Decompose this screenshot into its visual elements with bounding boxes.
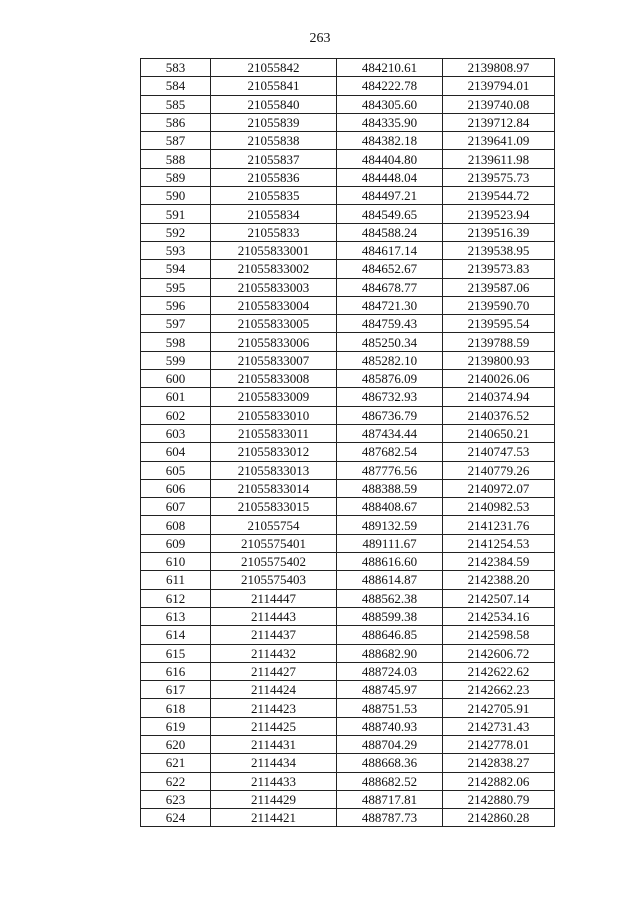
point-id-cell: 21055833001 [211, 241, 337, 259]
point-id-cell: 2114421 [211, 809, 337, 827]
point-number-cell: 602 [141, 406, 211, 424]
point-id-cell: 21055833005 [211, 315, 337, 333]
y-coordinate-cell: 2142731.43 [443, 717, 555, 735]
y-coordinate-cell: 2139611.98 [443, 150, 555, 168]
y-coordinate-cell: 2139538.95 [443, 241, 555, 259]
y-coordinate-cell: 2140972.07 [443, 479, 555, 497]
x-coordinate-cell: 488740.93 [337, 717, 443, 735]
y-coordinate-cell: 2142384.59 [443, 553, 555, 571]
table-row [141, 809, 555, 827]
point-number-cell: 590 [141, 187, 211, 205]
x-coordinate-cell: 485250.34 [337, 333, 443, 351]
x-coordinate-cell: 488724.03 [337, 662, 443, 680]
point-id-cell: 21055833011 [211, 424, 337, 442]
x-coordinate-cell: 488787.73 [337, 809, 443, 827]
y-coordinate-cell: 2141254.53 [443, 534, 555, 552]
y-coordinate-cell: 2139641.09 [443, 132, 555, 150]
x-coordinate-cell: 486736.79 [337, 406, 443, 424]
point-number-cell: 589 [141, 168, 211, 186]
table-row [141, 278, 555, 296]
y-coordinate-cell: 2142860.28 [443, 809, 555, 827]
point-id-cell: 21055841 [211, 77, 337, 95]
point-id-cell: 21055833014 [211, 479, 337, 497]
x-coordinate-cell: 484721.30 [337, 296, 443, 314]
point-id-cell: 21055833006 [211, 333, 337, 351]
x-coordinate-cell: 488614.87 [337, 571, 443, 589]
point-id-cell: 2114434 [211, 754, 337, 772]
point-id-cell: 21055835 [211, 187, 337, 205]
point-number-cell: 594 [141, 260, 211, 278]
x-coordinate-cell: 488408.67 [337, 498, 443, 516]
table-row [141, 223, 555, 241]
table-row [141, 589, 555, 607]
table-row [141, 534, 555, 552]
y-coordinate-cell: 2139740.08 [443, 95, 555, 113]
point-number-cell: 596 [141, 296, 211, 314]
y-coordinate-cell: 2142705.91 [443, 699, 555, 717]
x-coordinate-cell: 488745.97 [337, 681, 443, 699]
point-number-cell: 617 [141, 681, 211, 699]
y-coordinate-cell: 2139523.94 [443, 205, 555, 223]
table-row [141, 443, 555, 461]
table-row [141, 424, 555, 442]
point-id-cell: 21055833013 [211, 461, 337, 479]
y-coordinate-cell: 2139516.39 [443, 223, 555, 241]
point-id-cell: 21055833008 [211, 370, 337, 388]
table-row [141, 77, 555, 95]
y-coordinate-cell: 2140026.06 [443, 370, 555, 388]
table-row [141, 461, 555, 479]
point-number-cell: 620 [141, 735, 211, 753]
y-coordinate-cell: 2140779.26 [443, 461, 555, 479]
x-coordinate-cell: 484588.24 [337, 223, 443, 241]
point-number-cell: 612 [141, 589, 211, 607]
point-id-cell: 21055838 [211, 132, 337, 150]
point-id-cell: 2114425 [211, 717, 337, 735]
point-id-cell: 21055833012 [211, 443, 337, 461]
y-coordinate-cell: 2142622.62 [443, 662, 555, 680]
y-coordinate-cell: 2139788.59 [443, 333, 555, 351]
y-coordinate-cell: 2140650.21 [443, 424, 555, 442]
point-number-cell: 613 [141, 607, 211, 625]
table-row [141, 699, 555, 717]
table-row [141, 754, 555, 772]
table-row [141, 790, 555, 808]
point-id-cell: 2114433 [211, 772, 337, 790]
point-id-cell: 21055833010 [211, 406, 337, 424]
table-row [141, 132, 555, 150]
x-coordinate-cell: 488388.59 [337, 479, 443, 497]
point-number-cell: 610 [141, 553, 211, 571]
point-number-cell: 614 [141, 626, 211, 644]
point-number-cell: 583 [141, 59, 211, 77]
table-row [141, 626, 555, 644]
x-coordinate-cell: 489132.59 [337, 516, 443, 534]
table-row [141, 205, 555, 223]
table-row [141, 150, 555, 168]
point-number-cell: 624 [141, 809, 211, 827]
x-coordinate-cell: 484759.43 [337, 315, 443, 333]
x-coordinate-cell: 488668.36 [337, 754, 443, 772]
x-coordinate-cell: 488717.81 [337, 790, 443, 808]
y-coordinate-cell: 2141231.76 [443, 516, 555, 534]
point-id-cell: 21055834 [211, 205, 337, 223]
x-coordinate-cell: 488682.90 [337, 644, 443, 662]
point-number-cell: 611 [141, 571, 211, 589]
table-row [141, 406, 555, 424]
table-row [141, 735, 555, 753]
x-coordinate-cell: 488704.29 [337, 735, 443, 753]
x-coordinate-cell: 488616.60 [337, 553, 443, 571]
point-id-cell: 2114423 [211, 699, 337, 717]
point-id-cell: 2114437 [211, 626, 337, 644]
y-coordinate-cell: 2142606.72 [443, 644, 555, 662]
x-coordinate-cell: 484404.80 [337, 150, 443, 168]
y-coordinate-cell: 2140982.53 [443, 498, 555, 516]
table-row [141, 662, 555, 680]
point-number-cell: 619 [141, 717, 211, 735]
point-number-cell: 622 [141, 772, 211, 790]
point-id-cell: 21055833003 [211, 278, 337, 296]
y-coordinate-cell: 2142778.01 [443, 735, 555, 753]
y-coordinate-cell: 2139595.54 [443, 315, 555, 333]
y-coordinate-cell: 2142507.14 [443, 589, 555, 607]
point-number-cell: 597 [141, 315, 211, 333]
y-coordinate-cell: 2139587.06 [443, 278, 555, 296]
x-coordinate-cell: 484448.04 [337, 168, 443, 186]
y-coordinate-cell: 2139544.72 [443, 187, 555, 205]
point-id-cell: 2105575403 [211, 571, 337, 589]
x-coordinate-cell: 484382.18 [337, 132, 443, 150]
point-number-cell: 585 [141, 95, 211, 113]
x-coordinate-cell: 484497.21 [337, 187, 443, 205]
point-id-cell: 21055833007 [211, 351, 337, 369]
table-row [141, 681, 555, 699]
x-coordinate-cell: 487434.44 [337, 424, 443, 442]
x-coordinate-cell: 485282.10 [337, 351, 443, 369]
page-number: 263 [309, 31, 331, 46]
y-coordinate-cell: 2139712.84 [443, 113, 555, 131]
point-id-cell: 21055833015 [211, 498, 337, 516]
y-coordinate-cell: 2142880.79 [443, 790, 555, 808]
y-coordinate-cell: 2139575.73 [443, 168, 555, 186]
y-coordinate-cell: 2140376.52 [443, 406, 555, 424]
point-number-cell: 608 [141, 516, 211, 534]
point-number-cell: 595 [141, 278, 211, 296]
x-coordinate-cell: 484617.14 [337, 241, 443, 259]
table-row [141, 168, 555, 186]
point-number-cell: 605 [141, 461, 211, 479]
point-id-cell: 21055840 [211, 95, 337, 113]
table-row [141, 772, 555, 790]
point-number-cell: 588 [141, 150, 211, 168]
point-id-cell: 2114429 [211, 790, 337, 808]
x-coordinate-cell: 484678.77 [337, 278, 443, 296]
table-row [141, 498, 555, 516]
x-coordinate-cell: 489111.67 [337, 534, 443, 552]
table-row [141, 479, 555, 497]
table-row [141, 607, 555, 625]
x-coordinate-cell: 487682.54 [337, 443, 443, 461]
point-number-cell: 601 [141, 388, 211, 406]
point-number-cell: 591 [141, 205, 211, 223]
point-number-cell: 587 [141, 132, 211, 150]
y-coordinate-cell: 2139808.97 [443, 59, 555, 77]
table-row [141, 187, 555, 205]
x-coordinate-cell: 484335.90 [337, 113, 443, 131]
table-row [141, 59, 555, 77]
point-id-cell: 21055833 [211, 223, 337, 241]
x-coordinate-cell: 484652.67 [337, 260, 443, 278]
table-row [141, 95, 555, 113]
point-number-cell: 593 [141, 241, 211, 259]
point-number-cell: 598 [141, 333, 211, 351]
table-row [141, 260, 555, 278]
point-id-cell: 2114424 [211, 681, 337, 699]
x-coordinate-cell: 488646.85 [337, 626, 443, 644]
y-coordinate-cell: 2142598.58 [443, 626, 555, 644]
point-id-cell: 21055833004 [211, 296, 337, 314]
x-coordinate-cell: 488599.38 [337, 607, 443, 625]
y-coordinate-cell: 2139590.70 [443, 296, 555, 314]
x-coordinate-cell: 484210.61 [337, 59, 443, 77]
y-coordinate-cell: 2142662.23 [443, 681, 555, 699]
table-row [141, 644, 555, 662]
y-coordinate-cell: 2140747.53 [443, 443, 555, 461]
point-number-cell: 592 [141, 223, 211, 241]
y-coordinate-cell: 2139573.83 [443, 260, 555, 278]
y-coordinate-cell: 2142388.20 [443, 571, 555, 589]
point-number-cell: 607 [141, 498, 211, 516]
x-coordinate-cell: 484222.78 [337, 77, 443, 95]
y-coordinate-cell: 2142882.06 [443, 772, 555, 790]
point-number-cell: 623 [141, 790, 211, 808]
table-row [141, 351, 555, 369]
table-row [141, 113, 555, 131]
point-number-cell: 615 [141, 644, 211, 662]
point-number-cell: 606 [141, 479, 211, 497]
point-id-cell: 2105575401 [211, 534, 337, 552]
table-row [141, 315, 555, 333]
table-row [141, 333, 555, 351]
x-coordinate-cell: 485876.09 [337, 370, 443, 388]
point-id-cell: 21055836 [211, 168, 337, 186]
coordinates-table-body [141, 59, 555, 827]
table-row [141, 516, 555, 534]
x-coordinate-cell: 484549.65 [337, 205, 443, 223]
point-id-cell: 21055833009 [211, 388, 337, 406]
point-id-cell: 21055837 [211, 150, 337, 168]
x-coordinate-cell: 488562.38 [337, 589, 443, 607]
table-row [141, 717, 555, 735]
table-row [141, 388, 555, 406]
table-row [141, 370, 555, 388]
point-number-cell: 603 [141, 424, 211, 442]
table-row [141, 241, 555, 259]
point-number-cell: 616 [141, 662, 211, 680]
y-coordinate-cell: 2139794.01 [443, 77, 555, 95]
point-id-cell: 2114427 [211, 662, 337, 680]
point-id-cell: 21055833002 [211, 260, 337, 278]
point-id-cell: 2114443 [211, 607, 337, 625]
coordinates-table [140, 58, 555, 827]
point-id-cell: 21055842 [211, 59, 337, 77]
x-coordinate-cell: 486732.93 [337, 388, 443, 406]
point-number-cell: 621 [141, 754, 211, 772]
point-number-cell: 609 [141, 534, 211, 552]
point-id-cell: 21055839 [211, 113, 337, 131]
point-id-cell: 21055754 [211, 516, 337, 534]
point-id-cell: 2114432 [211, 644, 337, 662]
table-row [141, 553, 555, 571]
y-coordinate-cell: 2142838.27 [443, 754, 555, 772]
point-id-cell: 2114447 [211, 589, 337, 607]
y-coordinate-cell: 2140374.94 [443, 388, 555, 406]
point-id-cell: 2105575402 [211, 553, 337, 571]
table-row [141, 571, 555, 589]
point-number-cell: 604 [141, 443, 211, 461]
point-number-cell: 584 [141, 77, 211, 95]
y-coordinate-cell: 2139800.93 [443, 351, 555, 369]
x-coordinate-cell: 488682.52 [337, 772, 443, 790]
point-number-cell: 618 [141, 699, 211, 717]
point-number-cell: 599 [141, 351, 211, 369]
point-number-cell: 586 [141, 113, 211, 131]
point-id-cell: 2114431 [211, 735, 337, 753]
x-coordinate-cell: 488751.53 [337, 699, 443, 717]
point-number-cell: 600 [141, 370, 211, 388]
table-row [141, 296, 555, 314]
y-coordinate-cell: 2142534.16 [443, 607, 555, 625]
x-coordinate-cell: 484305.60 [337, 95, 443, 113]
x-coordinate-cell: 487776.56 [337, 461, 443, 479]
